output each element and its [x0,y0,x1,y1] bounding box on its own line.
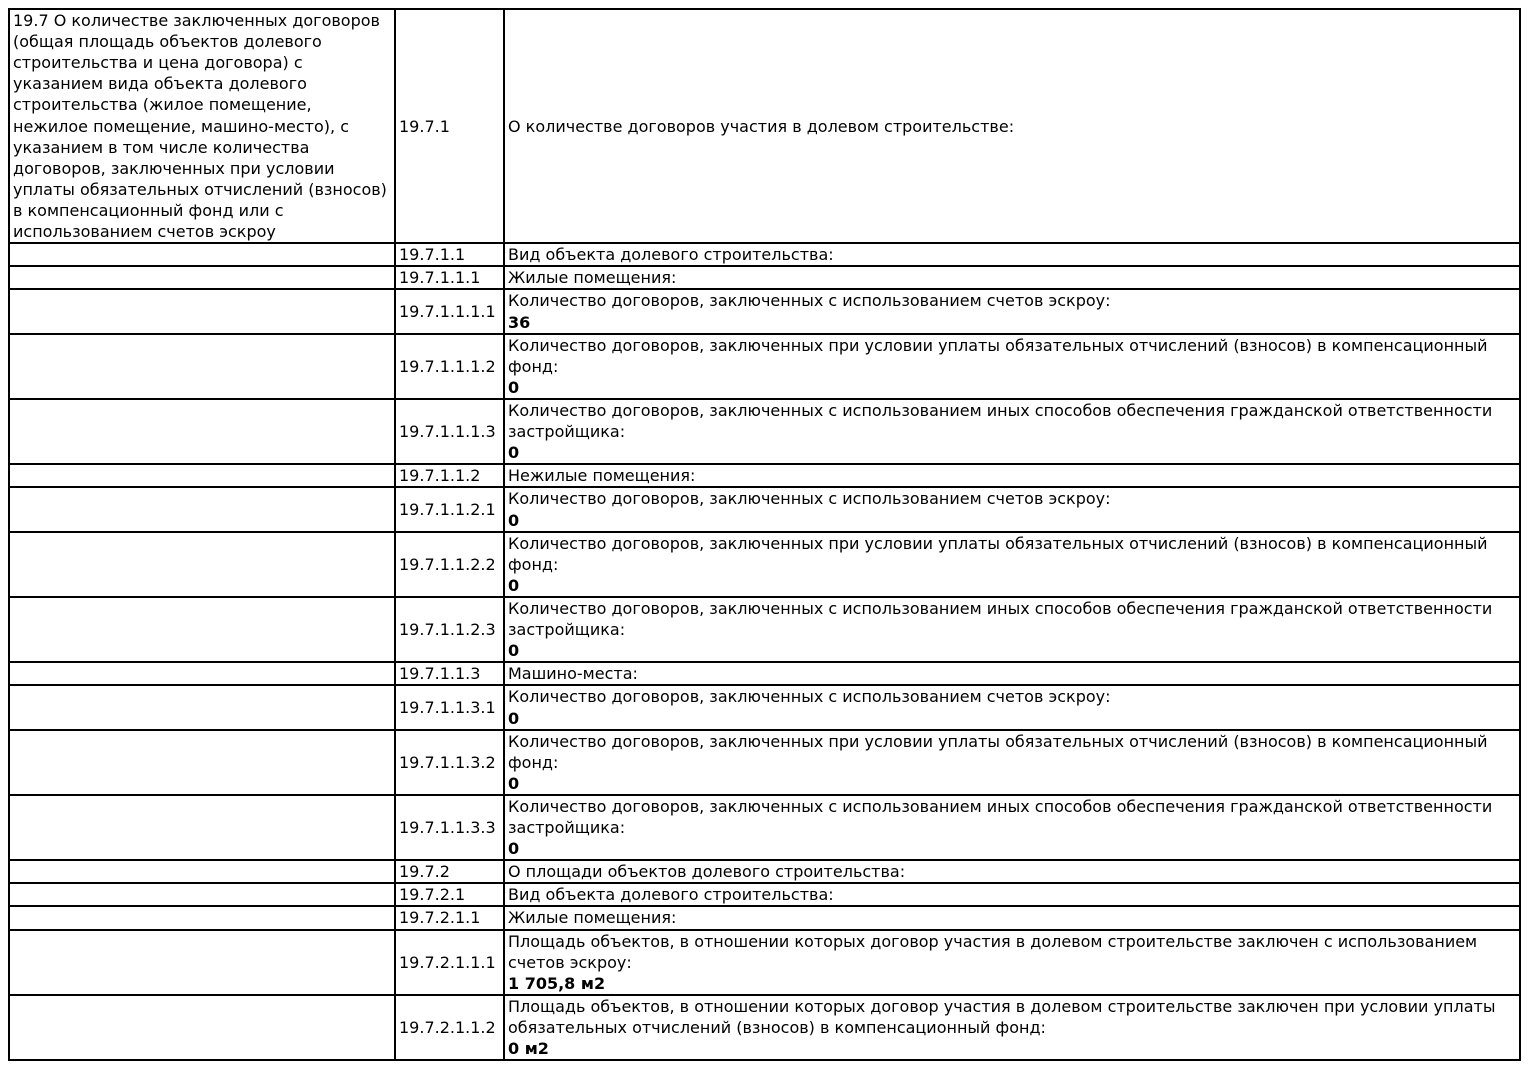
row-content-cell [504,243,1520,266]
row-code: 19.7.1.1.1.2 [395,334,504,399]
table-row [9,906,1520,929]
row-code: 19.7.1.1.3.3 [395,795,504,860]
row-label: Количество договоров, заключенных с использованием иных способов обеспечения гражданской ответственности застройщика: [508,598,1493,640]
row-value: 0 [508,575,520,595]
row-label: Жилые помещения: [508,268,677,288]
empty-description-cell [9,795,395,860]
table-row [9,243,1520,266]
empty-description-cell [9,662,395,685]
row-content-cell [504,730,1520,795]
row-label: Количество договоров, заключенных с использованием счетов эскроу: [508,489,1111,509]
empty-description-cell [9,597,395,662]
table-body [9,9,1520,1060]
row-value: 0 [508,708,520,728]
row-content-cell [504,334,1520,399]
table-row [9,464,1520,487]
empty-description-cell [9,860,395,883]
row-content-cell [504,289,1520,333]
row-label: Площадь объектов, в отношении которых договор участия в долевом строительстве заключен с использованием счетов эскроу: [508,931,1478,972]
table-row [9,730,1520,795]
empty-description-cell [9,995,395,1060]
row-content-cell [504,662,1520,685]
empty-description-cell [9,730,395,795]
row-code: 19.7.1 [395,9,504,243]
row-content-cell [504,860,1520,883]
row-content-cell [504,906,1520,929]
row-content-cell [504,597,1520,662]
row-value: 1 705,8 м2 [508,973,606,993]
row-value: 0 [508,773,520,793]
row-code: 19.7.1.1.1 [395,266,504,289]
row-label: Жилые помещения: [508,908,677,928]
row-label: Машино-места: [508,664,638,684]
row-label: О площади объектов долевого строительства: [508,862,906,882]
table-row [9,930,1520,995]
table-row [9,532,1520,597]
row-value: 0 [508,641,520,661]
row-value: 0 [508,443,520,463]
row-label: Количество договоров, заключенных с использованием иных способов обеспечения гражданской ответственности застройщика: [508,400,1493,442]
row-content-cell [504,685,1520,729]
table-row [9,399,1520,464]
row-content-cell [504,464,1520,487]
row-code: 19.7.1.1.3.2 [395,730,504,795]
row-label: Вид объекта долевого строительства: [508,885,834,905]
row-label: Вид объекта долевого строительства: [508,245,834,265]
row-code: 19.7.2 [395,860,504,883]
row-value: 0 [508,377,520,397]
empty-description-cell [9,266,395,289]
row-value: 0 м2 [508,1039,549,1059]
table-row [9,995,1520,1060]
row-value: 0 [508,839,520,859]
table-row [9,487,1520,531]
table-row [9,883,1520,906]
row-label: Количество договоров, заключенных с использованием счетов эскроу: [508,687,1111,707]
row-content-cell [504,9,1520,243]
row-content-cell [504,532,1520,597]
empty-description-cell [9,487,395,531]
row-code: 19.7.2.1 [395,883,504,906]
row-code: 19.7.2.1.1.1 [395,930,504,995]
table-row [9,597,1520,662]
empty-description-cell [9,883,395,906]
empty-description-cell [9,399,395,464]
table-row [9,685,1520,729]
row-content-cell [504,795,1520,860]
row-code: 19.7.1.1.3 [395,662,504,685]
declaration-table [8,8,1521,1061]
row-content-cell [504,930,1520,995]
row-value: 0 [508,510,520,530]
row-content-cell [504,883,1520,906]
row-code: 19.7.1.1.2.1 [395,487,504,531]
empty-description-cell [9,334,395,399]
empty-description-cell [9,243,395,266]
row-code: 19.7.1.1.1.1 [395,289,504,333]
row-label: Количество договоров, заключенных при условии уплаты обязательных отчислений (взносов) в компенсационный фонд: [508,335,1488,376]
row-value: 36 [508,312,531,332]
row-content-cell [504,266,1520,289]
section-description: 19.7 О количестве заключенных договоров (общая площадь объектов долевого строительства и цена договора) с указанием вида объекта долевого строительства (жилое помещение, нежилое помещение, машино-место), с указанием в том числе количества договоров, заключенных при условии уплаты обязательных отчислений (взносов) в компенсационный фонд или с использованием счетов эскроу [9,9,395,243]
row-content-cell [504,399,1520,464]
row-code: 19.7.1.1.3.1 [395,685,504,729]
row-code: 19.7.1.1.2.2 [395,532,504,597]
empty-description-cell [9,289,395,333]
empty-description-cell [9,532,395,597]
row-code: 19.7.1.1.2.3 [395,597,504,662]
table-row [9,795,1520,860]
empty-description-cell [9,464,395,487]
row-code: 19.7.2.1.1 [395,906,504,929]
table-row [9,9,1520,243]
empty-description-cell [9,685,395,729]
row-label: О количестве договоров участия в долевом строительстве: [508,116,1015,136]
row-code: 19.7.2.1.1.2 [395,995,504,1060]
row-label: Количество договоров, заключенных при условии уплаты обязательных отчислений (взносов) в компенсационный фонд: [508,533,1488,574]
row-label: Нежилые помещения: [508,466,696,486]
row-label: Площадь объектов, в отношении которых договор участия в долевом строительстве заключен при условии уплаты обязательных отчислений (взносов) в компенсационный фонд: [508,996,1496,1038]
empty-description-cell [9,906,395,929]
row-label: Количество договоров, заключенных с использованием иных способов обеспечения гражданской ответственности застройщика: [508,796,1493,838]
row-label: Количество договоров, заключенных с использованием счетов эскроу: [508,291,1111,311]
row-content-cell [504,487,1520,531]
row-label: Количество договоров, заключенных при условии уплаты обязательных отчислений (взносов) в компенсационный фонд: [508,731,1488,772]
row-code: 19.7.1.1 [395,243,504,266]
row-code: 19.7.1.1.2 [395,464,504,487]
row-content-cell [504,995,1520,1060]
table-row [9,662,1520,685]
table-row [9,266,1520,289]
empty-description-cell [9,930,395,995]
table-row [9,860,1520,883]
row-code: 19.7.1.1.1.3 [395,399,504,464]
table-row [9,334,1520,399]
table-row [9,289,1520,333]
